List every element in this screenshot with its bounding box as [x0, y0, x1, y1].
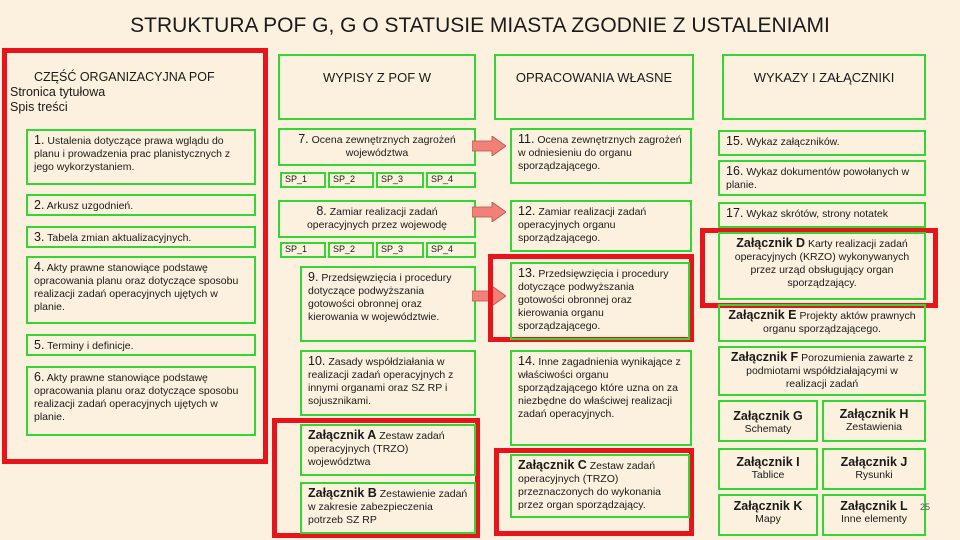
item-number: 12.: [518, 204, 536, 218]
item-number: 11.: [518, 132, 535, 146]
col1-header-title: CZĘŚĆ ORGANIZACYJNA POF: [34, 70, 215, 84]
item-number: 14.: [518, 354, 536, 368]
col2-item-10: [300, 350, 476, 416]
zal-label: Załącznik F: [730, 350, 799, 364]
item-number: 13.: [518, 266, 536, 280]
item-number: 17.: [726, 206, 744, 220]
col3-item-12: [510, 200, 692, 252]
sp-tag: SP_3: [376, 242, 424, 258]
item-text: Ocena zewnętrznych zagrożeń województwa: [311, 134, 456, 159]
zal-label: Załącznik I: [736, 455, 800, 469]
item-number: 2.: [34, 198, 45, 212]
zal-text: Porozumienia zawarte z podmiotami współdziałającymi w realizacji zadań: [746, 352, 914, 390]
col4-item-17: [718, 202, 926, 228]
zal-text: Zestawienie zadań w zakresie zabezpieczenia potrzeb SZ RP: [308, 488, 468, 526]
item-number: 3.: [34, 230, 45, 244]
zal-label: Załącznik A: [308, 428, 377, 442]
col2-header: WYPISY Z POF W: [278, 54, 476, 120]
zal-text: Projekty aktów prawnych organu sporządzającego.: [763, 310, 916, 335]
item-number: 1.: [34, 133, 45, 147]
zal-label: Załącznik K: [733, 499, 803, 513]
sp-tag: SP_4: [426, 242, 476, 258]
zal-text: Karty realizacji zadań operacyjnych (KRZO) wykonywanych przez urząd obsługujący organ sporządzający.: [734, 238, 910, 289]
col4-zal-j: [822, 448, 926, 490]
col2-item-9: [300, 266, 476, 342]
item-text: Przedsięwzięcia i procedury dotyczące podwyższania gotowości obronnej oraz kierowania organu sporządzającego.: [518, 268, 669, 332]
zal-label: Załącznik B: [308, 486, 377, 500]
zal-label: Załącznik C: [518, 458, 587, 472]
item-number: 9.: [308, 270, 319, 284]
col4-zal-d: [718, 232, 926, 300]
item-text: Wykaz dokumentów powołanych w planie.: [726, 166, 910, 191]
zal-label: Załącznik D: [736, 236, 806, 250]
sp-tag: SP_1: [280, 172, 326, 188]
item-text: Wykaz załączników.: [746, 136, 840, 148]
item-text: Arkusz uzgodnień.: [46, 200, 134, 212]
sp-tag: SP_4: [426, 172, 476, 188]
col4-header: WYKAZY I ZAŁĄCZNIKI: [722, 54, 926, 120]
col1-item-5: [26, 334, 256, 356]
col4-zal-g: [718, 400, 818, 442]
arrow-right-icon: [472, 202, 506, 222]
item-number: 8.: [316, 204, 327, 218]
zal-label: Załącznik L: [840, 499, 908, 513]
col4-zal-i: [718, 448, 818, 490]
item-number: 5.: [34, 338, 45, 352]
col1-item-4: [26, 256, 256, 324]
item-number: 6.: [34, 370, 45, 384]
sp-tag: SP_2: [328, 172, 374, 188]
sp-tag: SP_1: [280, 242, 326, 258]
col3-header: OPRACOWANIA WŁASNE: [494, 54, 694, 120]
col4-zal-h: [822, 400, 926, 442]
item-text: Akty prawne stanowiące podstawę opracowania planu oraz dotyczące sposobu realizacji zadań operacyjnych ujętych w planie.: [34, 372, 239, 423]
col4-item-16: [718, 160, 926, 196]
col1-item-2: [26, 194, 256, 216]
col1-item-3: [26, 226, 256, 248]
item-number: 10.: [308, 354, 326, 368]
item-text: Przedsięwzięcia i procedury dotyczące podwyższania gotowości obronnej oraz kierowania w województwie.: [308, 272, 452, 323]
col4-zal-f: [718, 346, 926, 396]
zal-text: Mapy: [755, 513, 781, 525]
item-number: 7.: [298, 132, 309, 146]
page-number: 25: [920, 502, 931, 512]
item-text: Zamiar realizacji zadań operacyjnych organu sporządzającego.: [518, 206, 647, 244]
col2-item-8: [278, 200, 476, 238]
item-number: 15.: [726, 134, 744, 148]
col1-item-6: [26, 366, 256, 436]
arrow-right-icon: [472, 136, 506, 156]
item-text: Terminy i definicje.: [47, 340, 134, 352]
col2-sp7-row: [280, 172, 476, 188]
zal-text: Zestaw zadań operacyjnych (TRZO) przeznaczonych do wykonania przez organ sporządzający.: [518, 460, 662, 511]
item-text: Tabela zmian aktualizacyjnych.: [47, 232, 192, 244]
sp-tag: SP_3: [376, 172, 424, 188]
item-text: Zamiar realizacji zadań operacyjnych przez wojewodę: [306, 206, 448, 231]
col2-item-7: [278, 128, 476, 166]
zal-text: Tablice: [751, 469, 785, 481]
col1-header-line-2: Stronica tytułowa: [10, 85, 106, 99]
item-number: 16.: [726, 164, 744, 178]
col3-item-13: [510, 262, 690, 340]
item-text: Akty prawne stanowiące podstawę opracowania planu oraz dotyczące sposobu realizacji zadań operacyjnych ujętych w planie.: [34, 262, 239, 313]
item-text: Ocena zewnętrznych zagrożeń w odniesieniu do organu sporządzającego.: [518, 134, 682, 172]
col2-zal-b: [300, 482, 476, 534]
page-title: STRUKTURA POF G, G O STATUSIE MIASTA ZGODNIE Z USTALENIAMI: [130, 14, 830, 37]
col3-item-11: [510, 128, 692, 184]
col3-zal-c: [510, 454, 690, 518]
zal-text: Schematy: [744, 423, 792, 435]
zal-label: Załącznik E: [728, 308, 797, 322]
col4-zal-l: [822, 494, 926, 536]
item-text: Wykaz skrótów, strony notatek: [746, 208, 889, 220]
col1-item-1: [26, 129, 256, 185]
col2-zal-a: [300, 424, 476, 476]
zal-text: Rysunki: [855, 469, 893, 481]
item-text: Inne zagadnienia wynikające z właściwości organu sporządzającego które uzna on za niezbędne do właściwej realizacji zadań operacyjnych.: [518, 356, 681, 420]
col3-item-14: [510, 350, 692, 446]
item-text: Ustalenia dotyczące prawa wglądu do planu i prowadzenia prac planistycznych z jego wykorzystaniem.: [34, 135, 231, 173]
zal-label: Załącznik H: [839, 407, 909, 421]
item-text: Zasady współdziałania w realizacji zadań operacyjnych z innymi organami oraz SZ RP i sojusznikami.: [308, 356, 454, 407]
zal-text: Zestaw zadań operacyjnych (TRZO) województwa: [308, 430, 445, 468]
col2-sp8-row: [280, 242, 476, 258]
col1-header: [10, 70, 260, 115]
zal-text: Inne elementy: [841, 513, 907, 525]
col1-header-line-3: Spis treści: [10, 100, 68, 114]
col4-zal-e: [718, 304, 926, 342]
item-number: 4.: [34, 260, 45, 274]
zal-text: Zestawienia: [845, 421, 903, 433]
col4-zal-k: [718, 494, 818, 536]
zal-label: Załącznik J: [840, 455, 908, 469]
sp-tag: SP_2: [328, 242, 374, 258]
col4-item-15: [718, 130, 926, 156]
zal-label: Załącznik G: [733, 409, 803, 423]
